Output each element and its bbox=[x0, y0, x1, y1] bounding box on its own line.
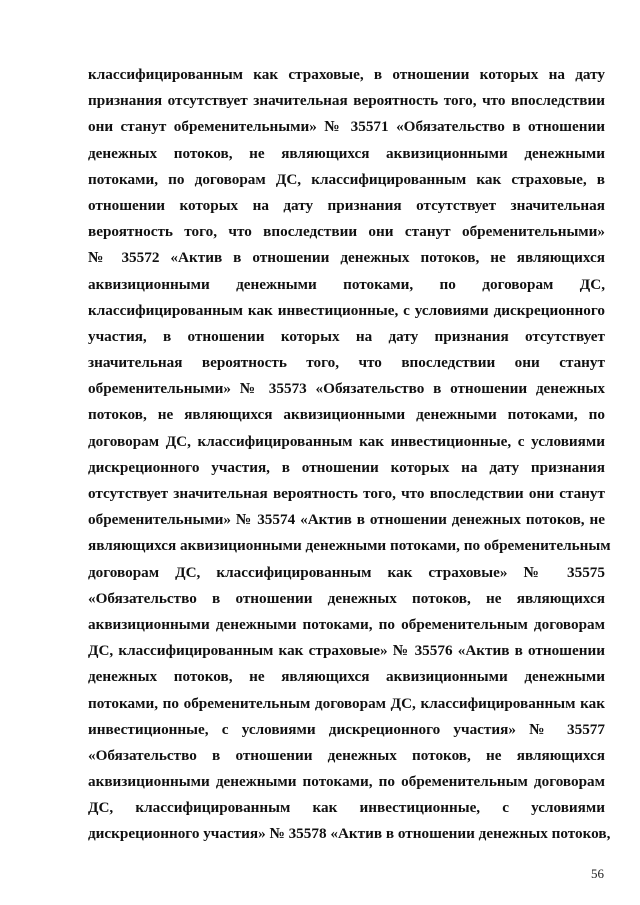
text-line: «Обязательство в отношении денежных потоков, не являющихся bbox=[88, 589, 605, 607]
text-line: договорам ДС, классифицированным как страховые» № 35575 bbox=[88, 563, 605, 581]
text-line: денежных потоков, не являющихся аквизиционными денежными bbox=[88, 144, 605, 162]
text-line: дискреционного участия, в отношении которых на дату признания bbox=[88, 458, 605, 476]
body-text bbox=[88, 62, 611, 848]
text-line: обременительными» № 35574 «Актив в отношении денежных потоков, не bbox=[88, 511, 605, 529]
text-line: дискреционного участия» № 35578 «Актив в отношении денежных потоков, bbox=[88, 825, 611, 843]
text-line: № 35572 «Актив в отношении денежных потоков, не являющихся bbox=[88, 249, 605, 267]
text-line: отсутствует значительная вероятность того, что впоследствии они станут bbox=[88, 485, 605, 502]
text-line: обременительными» № 35573 «Обязательство в отношении денежных bbox=[88, 380, 605, 398]
text-line: аквизиционными денежными потоками, по обременительным договорам bbox=[88, 773, 605, 791]
text-line: отношении которых на дату признания отсутствует значительная bbox=[88, 196, 605, 214]
text-line: потоков, не являющихся аквизиционными денежными потоками, по bbox=[88, 406, 605, 424]
text-line: вероятность того, что впоследствии они станут обременительными» bbox=[88, 223, 605, 241]
text-line: признания отсутствует значительная вероятность того, что впоследствии bbox=[88, 92, 605, 110]
text-line: договорам ДС, классифицированным как инвестиционные, с условиями bbox=[88, 432, 605, 450]
text-line: денежных потоков, не являющихся аквизиционными денежными bbox=[88, 668, 605, 686]
text-line: участия, в отношении которых на дату признания отсутствует bbox=[88, 327, 605, 345]
text-line: ДС, классифицированным как страховые» № 35576 «Актив в отношении bbox=[88, 642, 605, 660]
text-line: аквизиционными денежными потоками, по договорам ДС, bbox=[88, 275, 605, 293]
text-line: «Обязательство в отношении денежных потоков, не являющихся bbox=[88, 746, 605, 764]
text-line: классифицированным как инвестиционные, с условиями дискреционного bbox=[88, 301, 605, 319]
text-line: они станут обременительными» № 35571 «Обязательство в отношении bbox=[88, 118, 605, 136]
text-line: потоками, по договорам ДС, классифицированным как страховые, в bbox=[88, 170, 605, 188]
text-line: классифицированным как страховые, в отношении которых на дату bbox=[88, 66, 605, 83]
page-number: 56 bbox=[591, 866, 604, 881]
text-line: потоками, по обременительным договорам ДС, классифицированным как bbox=[88, 694, 605, 712]
text-line: инвестиционные, с условиями дискреционного участия» № 35577 bbox=[88, 720, 605, 738]
text-line: значительная вероятность того, что впоследствии они станут bbox=[88, 354, 605, 372]
text-line: являющихся аквизиционными денежными потоками, по обременительным bbox=[88, 537, 611, 555]
text-line: ДС, классифицированным как инвестиционные, с условиями bbox=[88, 799, 605, 817]
text-line: аквизиционными денежными потоками, по обременительным договорам bbox=[88, 615, 605, 633]
